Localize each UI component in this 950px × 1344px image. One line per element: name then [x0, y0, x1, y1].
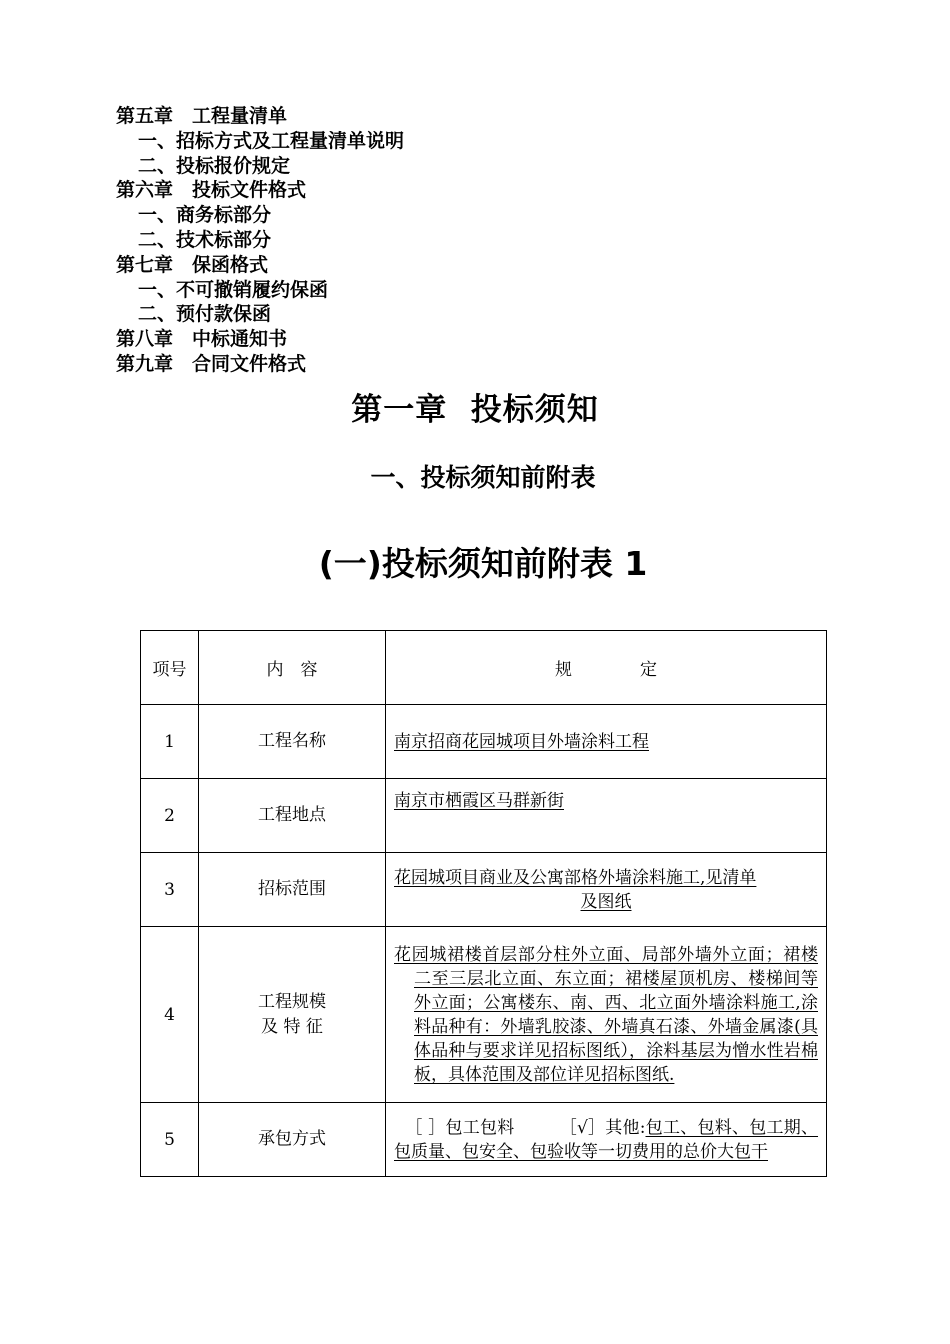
front-appendix-table	[140, 630, 827, 1177]
table-row	[141, 927, 827, 1103]
row-number: 1	[141, 705, 199, 779]
chapter-title: 第一章 投标须知	[351, 392, 599, 428]
section-title: 一、投标须知前附表	[370, 463, 596, 492]
row-label	[199, 927, 386, 1103]
row-value	[386, 853, 827, 927]
toc-item: 二、投标报价规定	[138, 154, 291, 177]
row-label: 承包方式	[199, 1103, 386, 1177]
row-value	[386, 779, 827, 853]
project-name-value: 南京招商花园城项目外墙涂料工程	[394, 731, 649, 752]
checkbox-option-other: ［√］其他:	[559, 1117, 646, 1138]
toc-item: 第六章 投标文件格式	[116, 179, 307, 202]
row-label: 工程名称	[199, 705, 386, 779]
row-number: 2	[141, 779, 199, 853]
table-of-contents	[116, 104, 404, 377]
row-value	[386, 927, 827, 1103]
project-location-value: 南京市栖霞区马群新街	[394, 791, 564, 811]
toc-item: 第七章 保函格式	[116, 253, 269, 276]
header-item-no: 项号	[141, 631, 199, 705]
row-label-line1: 工程规模	[258, 991, 326, 1012]
row-label: 招标范围	[199, 853, 386, 927]
toc-item: 第五章 工程量清单	[116, 105, 288, 127]
table-row	[141, 853, 827, 927]
table-row	[141, 705, 827, 779]
toc-item: 第九章 合同文件格式	[116, 352, 307, 375]
scope-value-line1: 花园城项目商业及公寓部格外墙涂料施工,见清单	[394, 867, 757, 888]
row-number: 3	[141, 853, 199, 927]
scope-value-line2: 及图纸	[580, 891, 632, 912]
toc-item: 第八章 中标通知书	[116, 328, 288, 351]
row-number: 4	[141, 927, 199, 1103]
scale-features-value: 花园城裙楼首层部分柱外立面、局部外墙外立面；裙楼二至三层北立面、东立面；裙楼屋顶机房、楼梯间等外立面；公寓楼东、南、西、北立面外墙涂料施工,涂料品种有：外墙乳胶漆、外墙真石漆、外墙金属漆(具体品种与要求详见招标图纸），涂料基层为憎水性岩棉板，具体范围及部位详见招标图纸.	[394, 944, 818, 1085]
table-row	[141, 779, 827, 853]
checkbox-option-labor-materials: ［ ］包工包料	[405, 1117, 515, 1138]
table-header-row	[141, 631, 827, 705]
toc-item: 一、招标方式及工程量清单说明	[138, 129, 405, 152]
row-value	[386, 1103, 827, 1177]
row-number: 5	[141, 1103, 199, 1177]
toc-item: 二、技术标部分	[138, 228, 272, 251]
table-row	[141, 1103, 827, 1177]
toc-item: 二、预付款保函	[138, 303, 272, 326]
row-label: 工程地点	[199, 779, 386, 853]
contract-mode-value: 包工、包料、包工期、包质量、包安全、包验收等一切费用的总价大包干	[394, 1117, 819, 1162]
row-value	[386, 705, 827, 779]
toc-item: 一、商务标部分	[138, 204, 272, 227]
row-label-line2: 及 特 征	[261, 1016, 323, 1037]
toc-item: 一、不可撤销履约保函	[138, 278, 329, 301]
header-content: 内 容	[199, 631, 386, 705]
header-provision: 规 定	[386, 631, 827, 705]
subsection-title: (一)投标须知前附表 1	[318, 544, 648, 583]
